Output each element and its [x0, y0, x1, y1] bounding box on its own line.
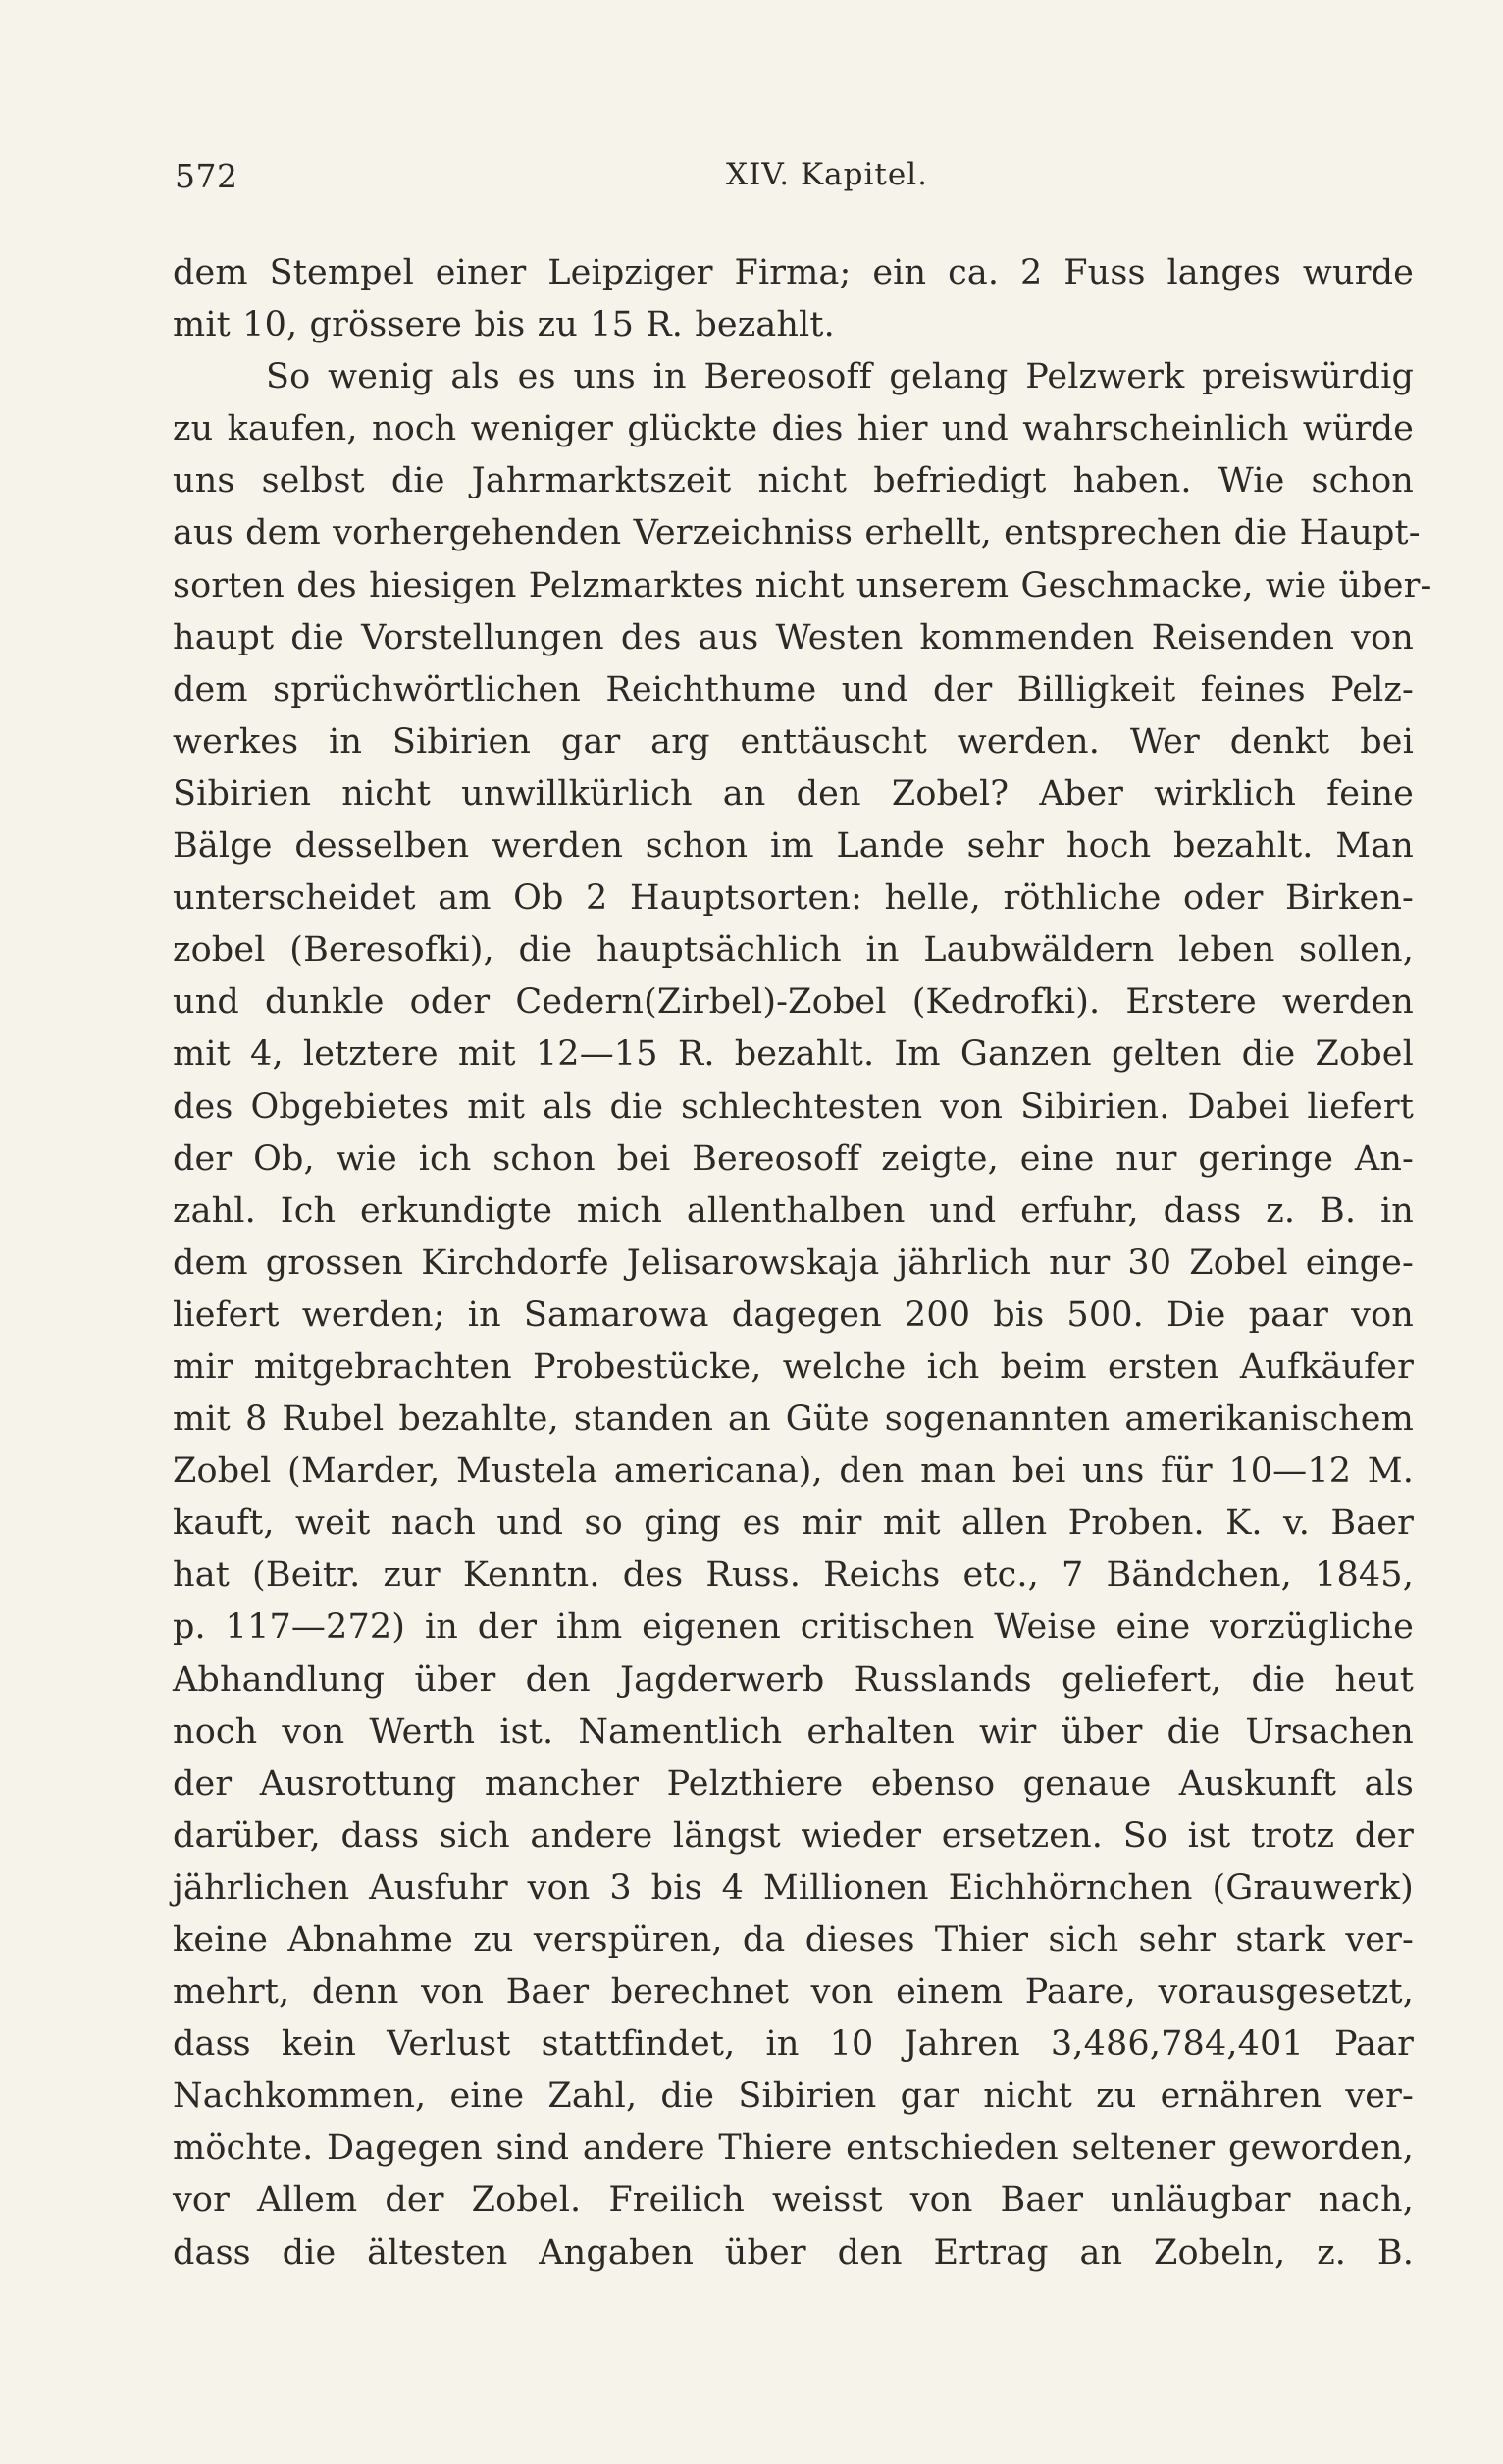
body-text [173, 247, 1432, 2280]
text-line: Bälge desselben werden schon im Lande sehr hoch bezahlt. Man [173, 826, 1414, 866]
text-line: der Ob, wie ich schon bei Bereosoff zeigte, eine nur geringe An- [173, 1138, 1414, 1179]
text-line: dem grossen Kirchdorfe Jelisarowskaja jährlich nur 30 Zobel einge- [173, 1242, 1414, 1283]
page-header [175, 157, 1411, 212]
text-line: möchte. Dagegen sind andere Thiere entschieden seltener geworden, [173, 2128, 1414, 2169]
text-line: werkes in Sibirien gar arg enttäuscht werden. Wer denkt bei [173, 721, 1414, 761]
text-line: dem sprüchwörtlichen Reichthume und der Billigkeit feines Pelz- [173, 669, 1414, 709]
text-line: darüber, dass sich andere längst wieder ersetzen. So ist trotz der [173, 1815, 1414, 1856]
text-line: kauft, weit nach und so ging es mir mit allen Proben. K. v. Baer [173, 1503, 1414, 1544]
text-line: des Obgebietes mit als die schlechtesten von Sibirien. Dabei liefert [173, 1086, 1414, 1127]
text-line: unterscheidet am Ob 2 Hauptsorten: helle, röthliche oder Birken- [173, 878, 1414, 918]
text-line: p. 117—272) in der ihm eigenen critischen Weise eine vorzügliche [173, 1607, 1414, 1648]
text-line: uns selbst die Jahrmarktszeit nicht befriedigt haben. Wie schon [173, 461, 1414, 501]
text-line: liefert werden; in Samarowa dagegen 200 bis 500. Die paar von [173, 1294, 1414, 1335]
text-line: dass die ältesten Angaben über den Ertrag an Zobeln, z. B. [173, 2232, 1414, 2273]
text-line: Abhandlung über den Jagderwerb Russlands geliefert, die heut [173, 1659, 1414, 1700]
text-line: mehrt, denn von Baer berechnet von einem Paare, vorausgesetzt, [173, 1972, 1414, 2013]
text-line: mit 10, grössere bis zu 15 R. bezahlt. [173, 305, 835, 345]
text-line: noch von Werth ist. Namentlich erhalten wir über die Ursachen [173, 1711, 1414, 1752]
text-line: der Ausrottung mancher Pelzthiere ebenso genaue Auskunft als [173, 1763, 1414, 1804]
text-line: dass kein Verlust stattfindet, in 10 Jahren 3,486,784,401 Paar [173, 2024, 1414, 2065]
text-line: So wenig als es uns in Bereosoff gelang Pelzwerk preiswürdig [266, 357, 1414, 397]
text-line: mit 8 Rubel bezahlte, standen an Güte sogenannten amerikanischem [173, 1399, 1414, 1440]
text-line: Sibirien nicht unwillkürlich an den Zobel? Aber wirklich feine [173, 773, 1414, 813]
text-line: dem Stempel einer Leipziger Firma; ein ca. 2 Fuss langes wurde [173, 253, 1414, 292]
text-line: zobel (Beresofki), die hauptsächlich in Laubwäldern leben sollen, [173, 930, 1414, 970]
text-line: vor Allem der Zobel. Freilich weisst von Baer unläugbar nach, [173, 2180, 1414, 2221]
text-line: und dunkle oder Cedern(Zirbel)-Zobel (Kedrofki). Erstere werden [173, 982, 1414, 1022]
text-line: hat (Beitr. zur Kenntn. des Russ. Reichs etc., 7 Bändchen, 1845, [173, 1555, 1414, 1596]
text-line: zu kaufen, noch weniger glückte dies hier und wahrscheinlich würde [173, 409, 1414, 449]
text-line: mit 4, letztere mit 12—15 R. bezahlt. Im Ganzen gelten die Zobel [173, 1034, 1414, 1075]
text-line: keine Abnahme zu verspüren, da dieses Thier sich sehr stark ver- [173, 1920, 1414, 1960]
text-line: mir mitgebrachten Probestücke, welche ich beim ersten Aufkäufer [173, 1346, 1414, 1387]
text-line: Zobel (Marder, Mustela americana), den man bei uns für 10—12 M. [173, 1451, 1414, 1492]
text-line: zahl. Ich erkundigte mich allenthalben und erfuhr, dass z. B. in [173, 1190, 1414, 1231]
text-line: aus dem vorhergehenden Verzeichniss erhellt, entsprechen die Haupt- [173, 513, 1421, 553]
text-line: Nachkommen, eine Zahl, die Sibirien gar nicht zu ernähren ver- [173, 2076, 1414, 2117]
text-line: haupt die Vorstellungen des aus Westen kommenden Reisenden von [173, 617, 1414, 657]
text-line: sorten des hiesigen Pelzmarktes nicht unserem Geschmacke, wie über- [173, 565, 1432, 605]
running-head: XIV. Kapitel. [726, 157, 928, 192]
page-number: 572 [175, 157, 238, 195]
text-line: jährlichen Ausfuhr von 3 bis 4 Millionen Eichhörnchen (Grauwerk) [173, 1867, 1414, 1908]
